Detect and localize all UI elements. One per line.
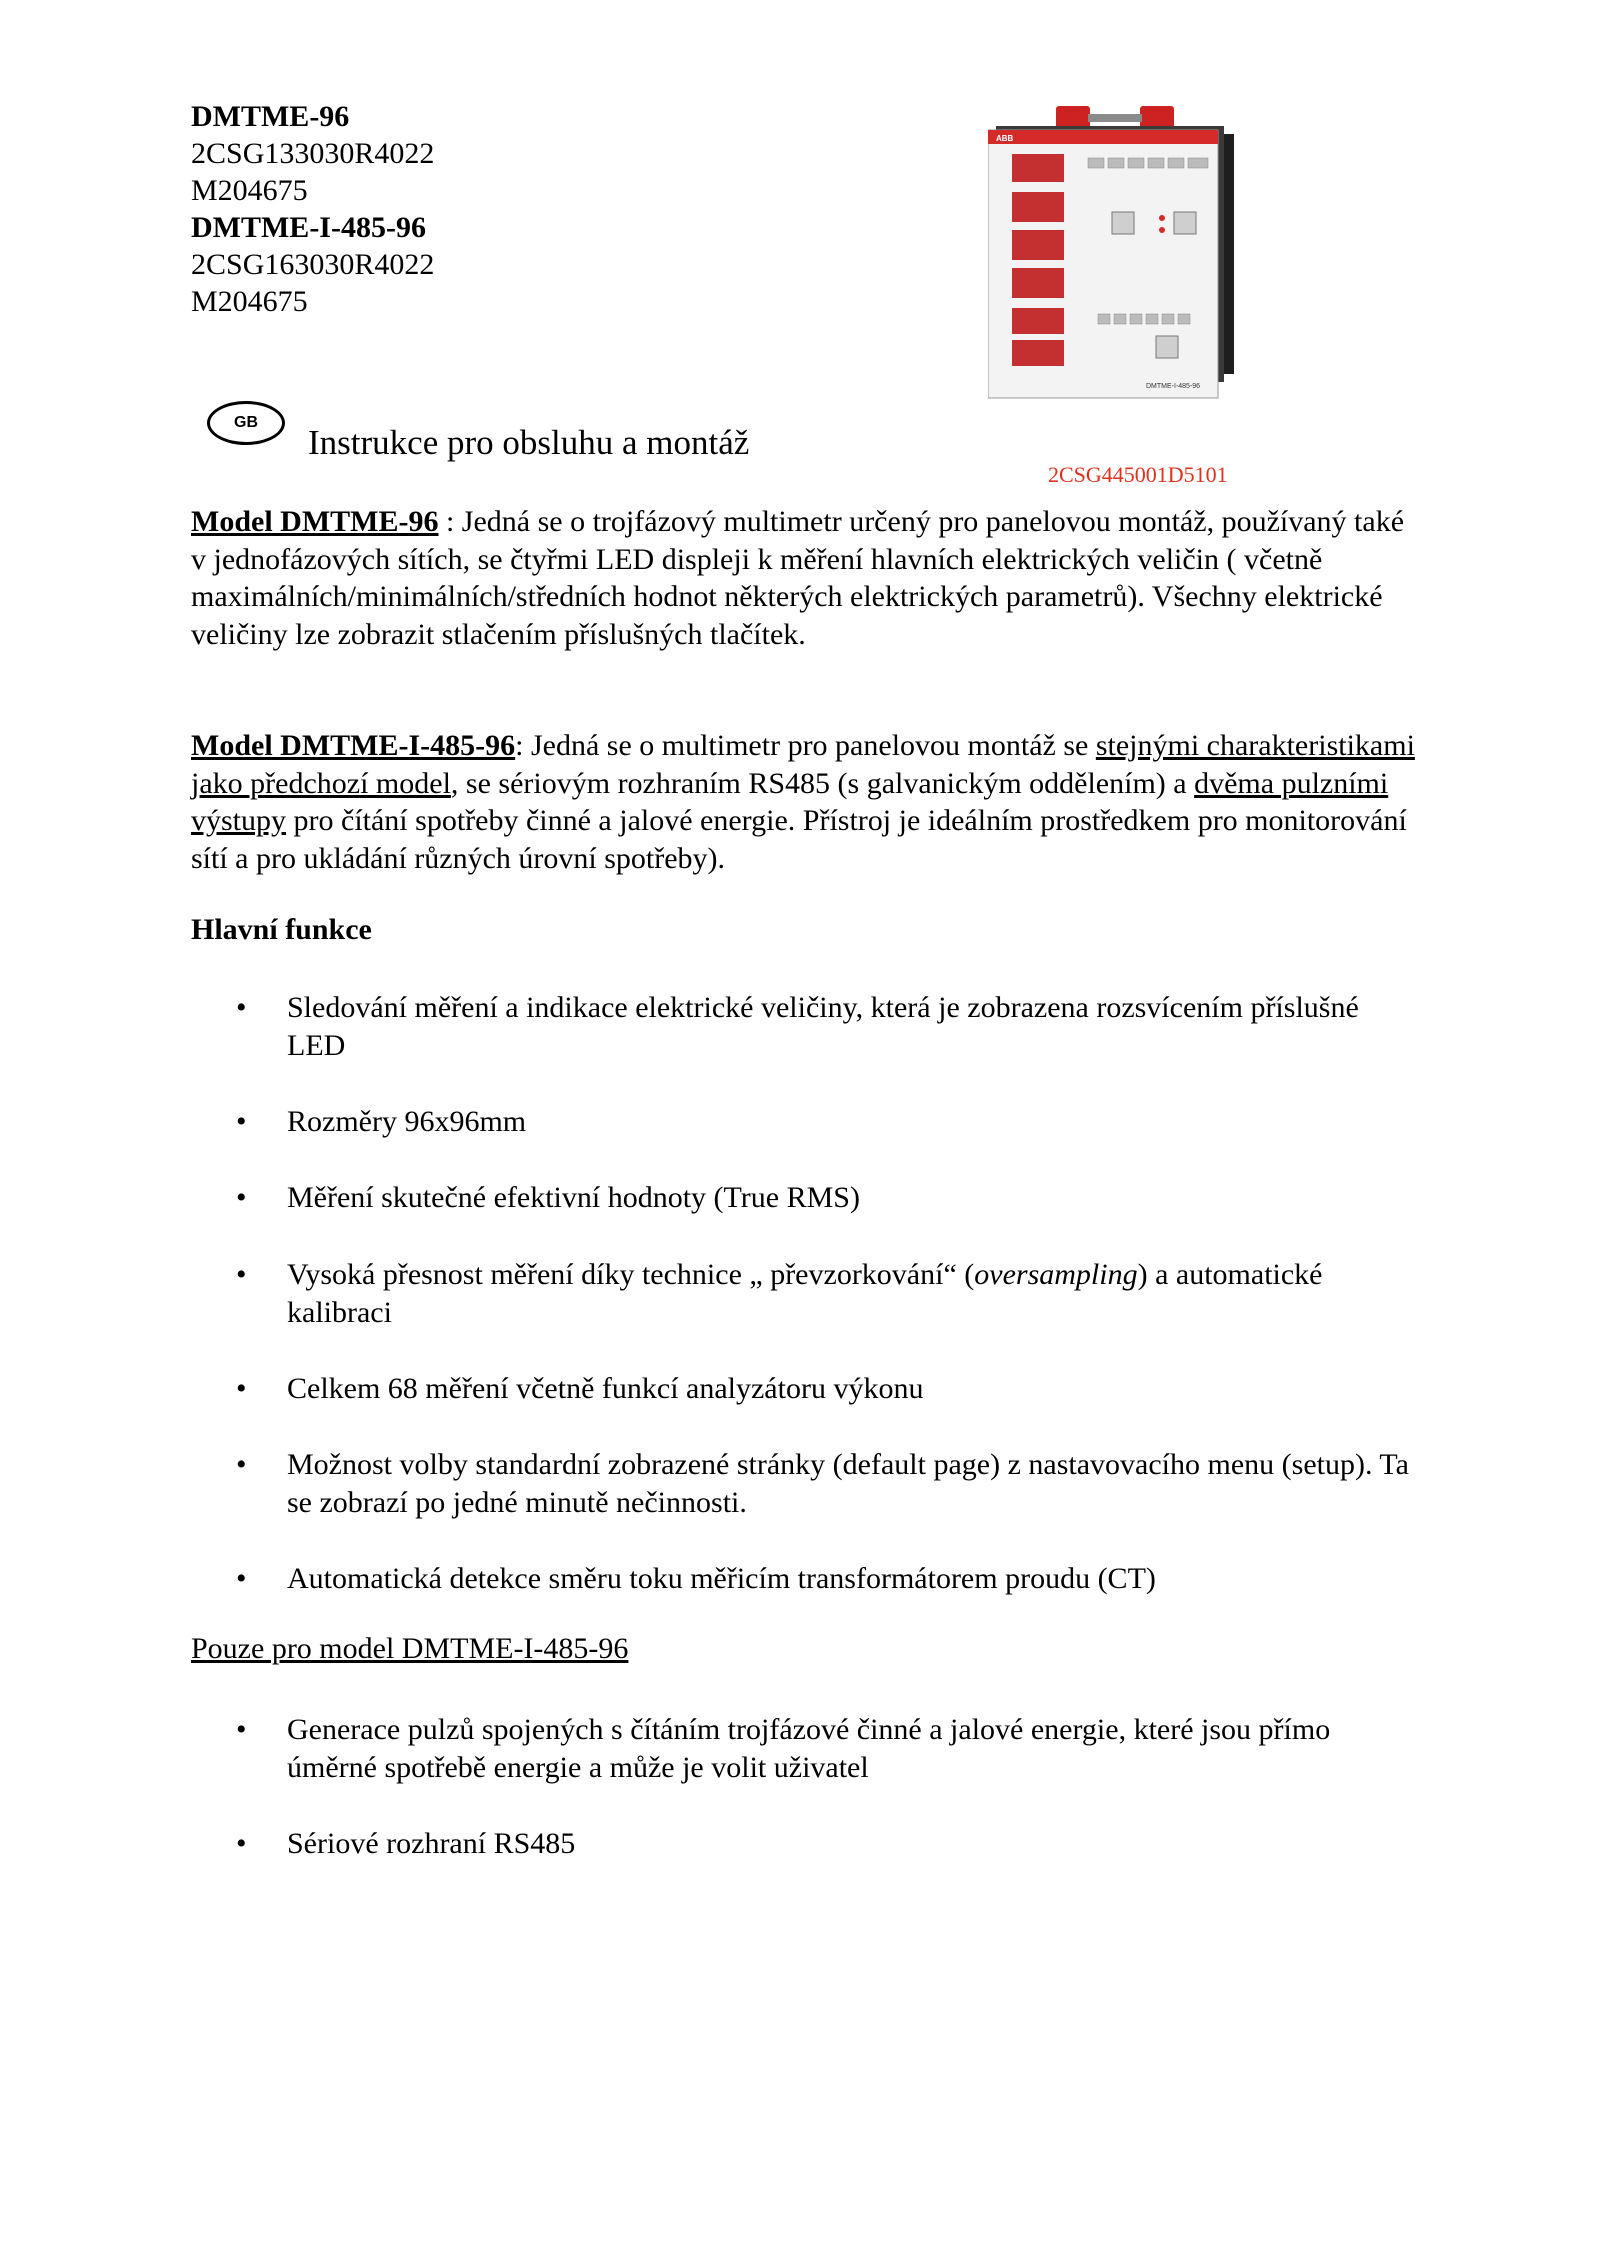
model2-text-3: pro čítání spotřeby činné a jalové energie. Přístroj je ideálním prostředkem pro monitorování sítí a pro ukládání různých úrovní spotřeby).: [191, 804, 1407, 875]
part-number-2: 2CSG163030R4022: [191, 248, 435, 281]
list-item: • Možnost volby standardní zobrazené stránky (default page) z nastavovacího menu (setup). Ta se zobrazí po jedné minutě nečinnosti.: [191, 1446, 1421, 1521]
model1-label: Model DMTME-96: [191, 505, 439, 538]
list-item: • Rozměry 96x96mm: [191, 1103, 526, 1141]
list-item: • Vysoká přesnost měření díky technice „ převzorkování“ (oversampling) a automatické kalibraci: [191, 1256, 1421, 1331]
svg-text:ABB: ABB: [996, 134, 1014, 143]
model2-underlined-2: dvěma pulzními výstupy: [191, 766, 1389, 837]
product-codes: [191, 98, 434, 320]
model1-paragraph: [191, 503, 1421, 653]
model2-text-2: , se sériovým rozhraním RS485 (s galvanickým oddělením) a: [450, 766, 1195, 800]
model2-paragraph: [191, 727, 1421, 877]
image-caption: 2CSG445001D5101: [1048, 462, 1228, 487]
list-item: • Automatická detekce směru toku měřicím transformátorem proudu (CT): [191, 1560, 1156, 1598]
doc-number-1: M204675: [191, 174, 308, 207]
model2-text-1: : Jedná se o multimetr pro panelovou montáž se: [515, 729, 1096, 762]
list-item: • Sledování měření a indikace elektrické veličiny, která je zobrazena rozsvícením příslušné LED: [191, 989, 1421, 1064]
gb-language-badge: GB: [207, 401, 285, 445]
list-item: • Celkem 68 měření včetně funkcí analyzátoru výkonu: [191, 1370, 923, 1408]
model-name-1: DMTME-96: [191, 100, 350, 133]
model2-label: Model DMTME-I-485-96: [191, 729, 516, 762]
model1-text: : Jedná se o trojfázový multimetr určený pro panelovou montáž, používaný také v jednofázových sítích, se čtyřmi LED displeji k měření hlavních elektrických veličin ( včetně maximálních/minimálních/středních hodnot některých elektrických parametrů). Všechny elektrické veličiny lze zobrazit stlačením příslušných tlačítek.: [191, 505, 1405, 651]
part-number-1: 2CSG133030R4022: [191, 137, 435, 170]
list-item: • Měření skutečné efektivní hodnoty (True RMS): [191, 1179, 860, 1217]
model2-underlined-1: stejnými charakteristikami jako předchozí model: [191, 729, 1415, 800]
only-model-heading: Pouze pro model DMTME-I-485-96: [191, 1632, 629, 1665]
list-item: • Generace pulzů spojených s čítáním trojfázové činné a jalové energie, které jsou přímo úměrné spotřebě energie a může je volit uživatel: [191, 1711, 1421, 1786]
instructions-title: Instrukce pro obsluhu a montáž: [308, 423, 750, 462]
device-illustration: [988, 100, 1238, 432]
model-name-2: DMTME-I-485-96: [191, 211, 426, 244]
list-item: • Sériové rozhraní RS485: [191, 1825, 575, 1863]
doc-number-2: M204675: [191, 285, 308, 318]
svg-text:DMTME-I-485-96: DMTME-I-485-96: [1146, 383, 1201, 390]
main-functions-heading: Hlavní funkce: [191, 913, 372, 946]
